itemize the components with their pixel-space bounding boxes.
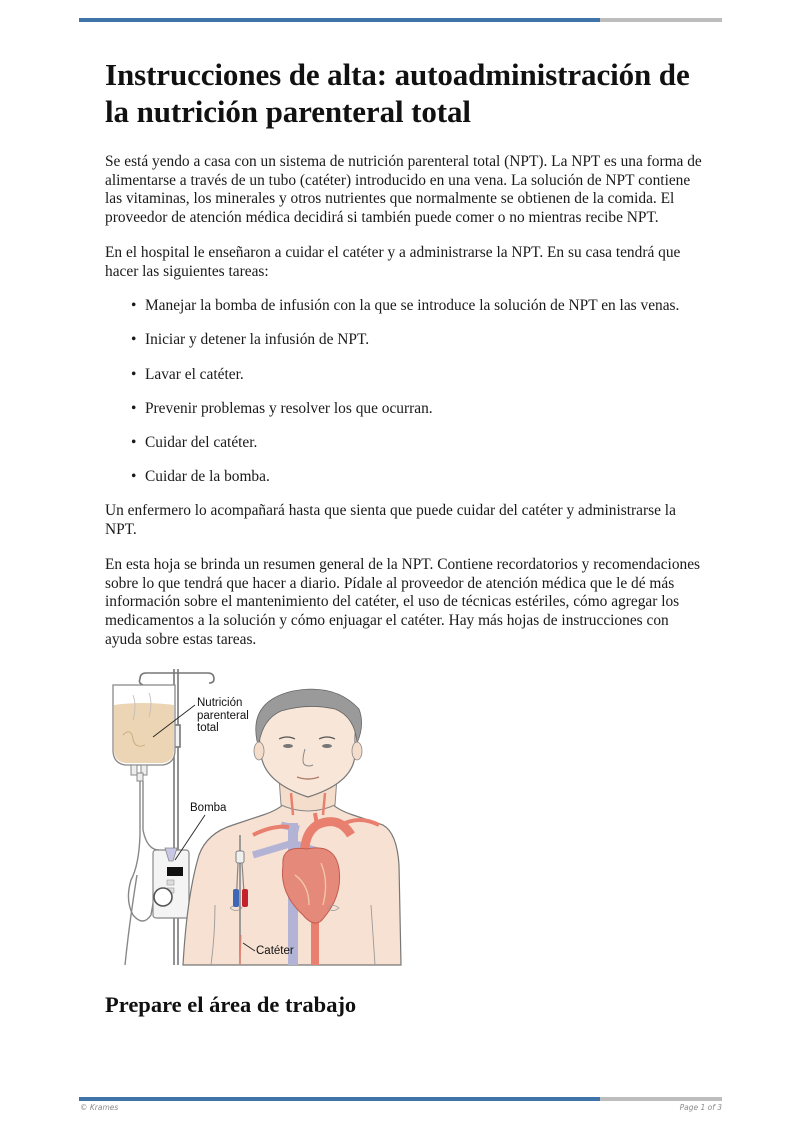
intro-paragraph: Se está yendo a casa con un sistema de nutrición parenteral total (NPT). La NPT es una forma de alimentarse a través de un tubo (catéter) introducido en una vena. La solución de NPT contiene las vitaminas, los minerales y otros nutrientes que normalmente se obtienen de la comida. El proveedor de atención médica decidirá si también puede comer o no mientras recibe NPT. (105, 153, 702, 227)
task-list (105, 297, 705, 487)
bullet-icon: • (131, 434, 137, 452)
label-nutrition (197, 697, 249, 735)
list-item (131, 434, 705, 453)
bullet-icon: • (131, 468, 137, 486)
bullet-icon: • (131, 331, 137, 349)
illustration-drawing (103, 665, 403, 975)
document-body (105, 56, 705, 1019)
label-nutrition-line2: parenteral (197, 709, 249, 722)
section-heading: Prepare el área de trabajo (105, 992, 357, 1018)
footer-bar-remaining (600, 1097, 722, 1101)
label-nutrition-line1: Nutrición (197, 697, 243, 710)
footer-progress-bar (79, 1097, 722, 1101)
label-catheter: Catéter (256, 945, 294, 958)
list-item (131, 468, 705, 487)
list-item (131, 365, 705, 385)
list-item-text: Manejar la bomba de infusión con la que se introduce la solución de NPT en las venas. (145, 297, 680, 315)
summary-paragraph: En esta hoja se brinda un resumen general de la NPT. Contiene recordatorios y recomendaciones sobre lo que tendrá que hacer a diario. Pídale al proveedor de atención médica que le dé más información sobre el mantenimiento del catéter, el uso de técnicas estériles, cómo agregar los medicamentos a la solución y cómo enjuagar el catéter. Hay más hojas de instrucciones con ayuda sobre estas tareas. (105, 555, 701, 648)
label-pump: Bomba (190, 802, 227, 815)
list-item-text: Cuidar de la bomba. (145, 468, 270, 486)
tpn-illustration (103, 665, 403, 975)
bullet-icon: • (131, 365, 137, 383)
list-item-text: Iniciar y detener la infusión de NPT. (145, 331, 370, 349)
list-item-text: Cuidar del catéter. (145, 434, 258, 452)
list-item (131, 399, 705, 419)
nutrition-solution (114, 703, 174, 763)
footer-copyright: © Krames (80, 1103, 119, 1112)
list-item-text: Prevenir problemas y resolver los que ocurran. (145, 399, 433, 417)
bullet-icon: • (131, 399, 137, 417)
bullet-icon: • (131, 297, 137, 315)
page-title: Instrucciones de alta: autoadministración de la nutrición parenteral total (105, 57, 690, 129)
footer-page-indicator: Page 1 of 3 (679, 1103, 722, 1112)
label-nutrition-line3: total (197, 722, 219, 735)
tasks-intro-paragraph: En el hospital le enseñaron a cuidar el catéter y a administrarse la NPT. En su casa tendrá que hacer las siguientes tareas: (105, 243, 681, 280)
header-bar-filled (79, 18, 600, 22)
list-item-text: Lavar el catéter. (145, 365, 244, 383)
list-item (131, 297, 705, 316)
footer-bar-filled (79, 1097, 600, 1101)
pump-icon (153, 848, 189, 918)
nurse-paragraph: Un enfermero lo acompañará hasta que sienta que puede cuidar del catéter y administrarse la NPT. (105, 502, 676, 539)
iv-bag-icon (113, 685, 175, 781)
header-progress-bar (79, 18, 722, 22)
list-item (131, 331, 705, 350)
header-bar-remaining (600, 18, 722, 22)
